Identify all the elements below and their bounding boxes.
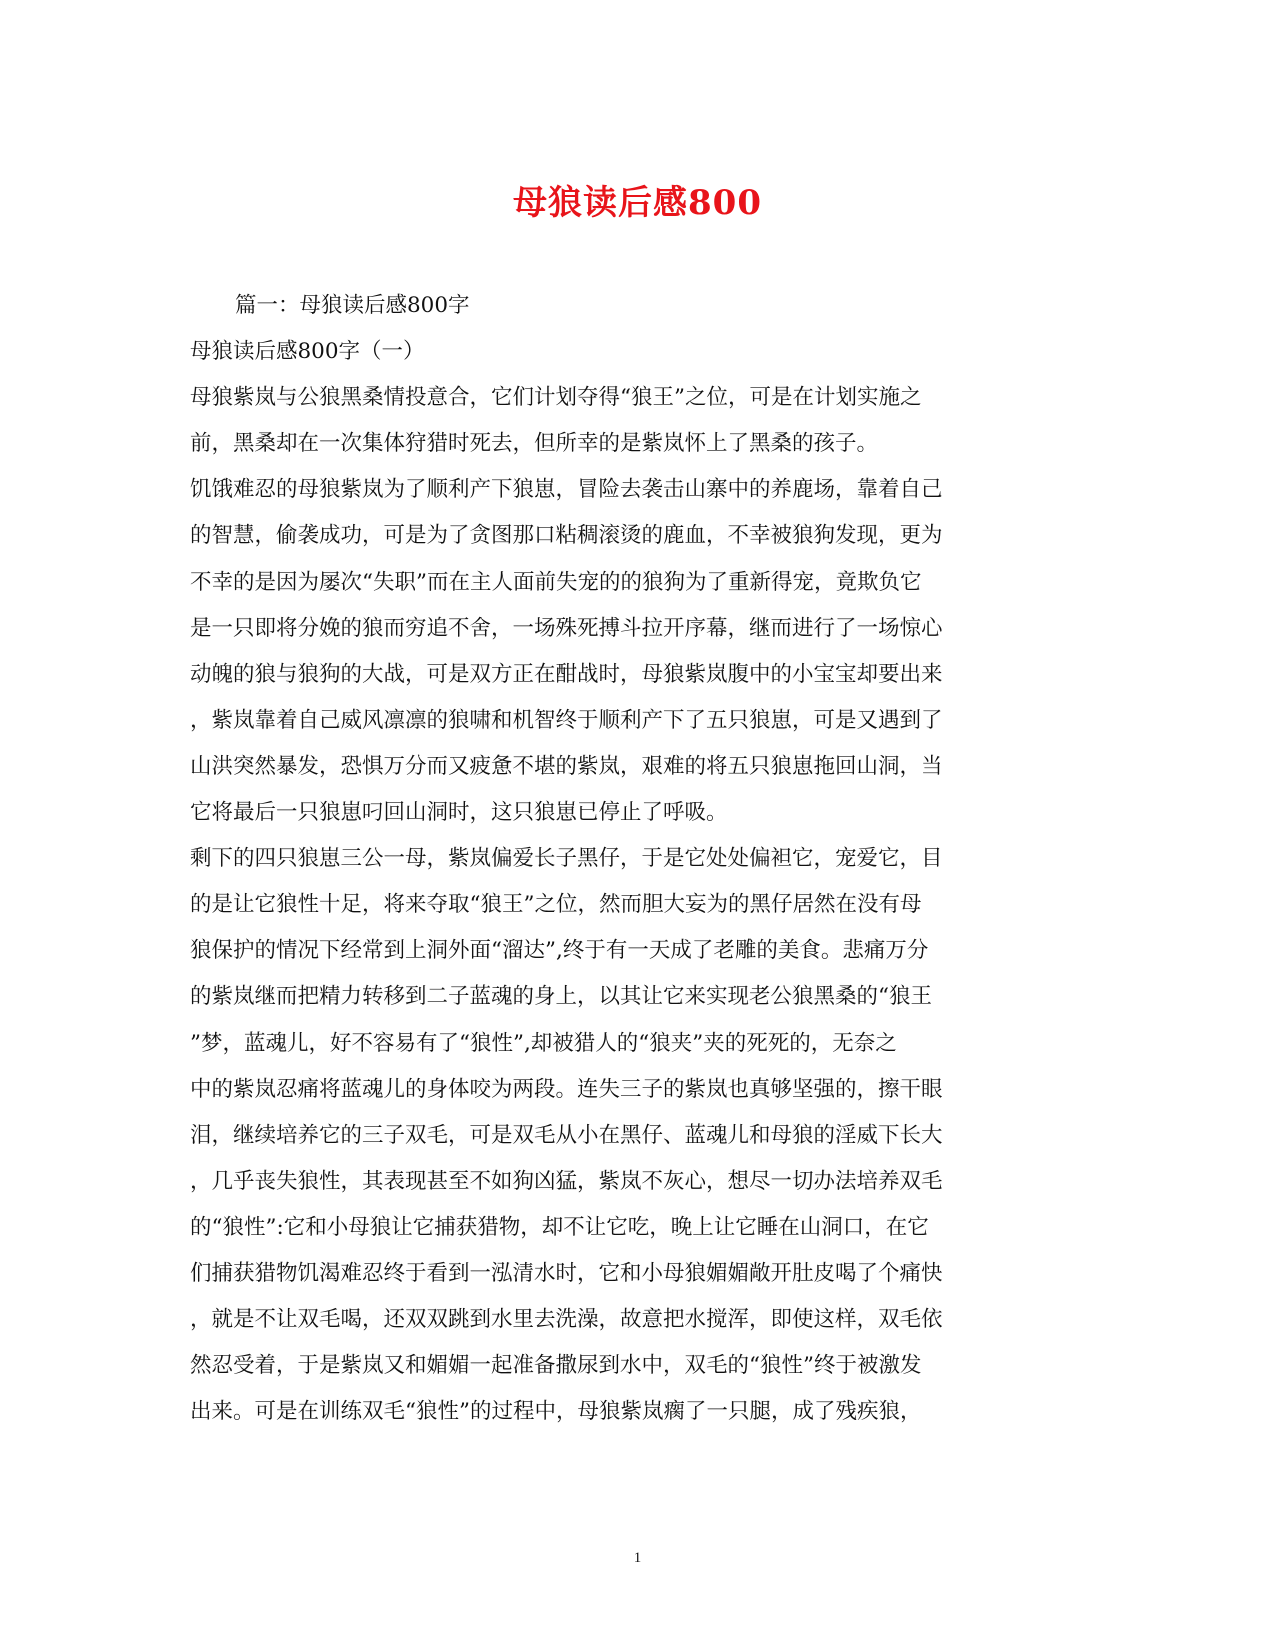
text-line: 它将最后一只狼崽叼回山洞时，这只狼崽已停止了呼吸。 — [190, 800, 728, 826]
document-body — [190, 283, 1070, 1435]
text-line: 剩下的四只狼崽三公一母，紫岚偏爱长子黑仔，于是它处处偏袒它，宠爱它，目 — [190, 846, 943, 872]
document-title: 母狼读后感800 — [513, 183, 762, 223]
text-line: 山洪突然暴发，恐惧万分而又疲惫不堪的紫岚，艰难的将五只狼崽拖回山洞，当 — [190, 753, 943, 779]
text-line: 不幸的是因为屡次“失职”而在主人面前失宠的的狼狗为了重新得宠，竟欺负它 — [190, 569, 922, 595]
text-line: 然忍受着，于是紫岚又和媚媚一起准备撒尿到水中，双毛的“狼性”终于被激发 — [190, 1353, 922, 1379]
text-line: 饥饿难忍的母狼紫岚为了顺利产下狼崽，冒险去袭击山寨中的养鹿场，靠着自己 — [190, 477, 943, 503]
text-line: 动魄的狼与狼狗的大战，可是双方正在酣战时，母狼紫岚腹中的小宝宝却要出来 — [190, 661, 943, 687]
text-line: ，紫岚靠着自己威风凛凛的狼啸和机智终于顺利产下了五只狼崽，可是又遇到了 — [190, 707, 943, 733]
page-number: 1 — [633, 1550, 642, 1566]
text-line: 的紫岚继而把精力转移到二子蓝魂的身上，以其让它来实现老公狼黑桑的“狼王 — [190, 984, 932, 1010]
text-line: 中的紫岚忍痛将蓝魂儿的身体咬为两段。连失三子的紫岚也真够坚强的，擦干眼 — [190, 1076, 943, 1102]
text-line: 们捕获猎物饥渴难忍终于看到一泓清水时，它和小母狼媚媚敞开肚皮喝了个痛快 — [190, 1260, 943, 1286]
text-line: ，几乎丧失狼性，其表现甚至不如狗凶猛，紫岚不灰心，想尽一切办法培养双毛 — [190, 1168, 943, 1194]
text-line: ”梦，蓝魂儿，好不容易有了“狼性”,却被猎人的“狼夹”夹的死死的，无奈之 — [190, 1030, 897, 1056]
text-line: 前，黑桑却在一次集体狩猎时死去，但所幸的是紫岚怀上了黑桑的孩子。 — [190, 431, 879, 457]
text-line: 狼保护的情况下经常到上洞外面“溜达”,终于有一天成了老雕的美食。悲痛万分 — [190, 938, 929, 964]
text-line: 的“狼性”:它和小母狼让它捕获猎物，却不让它吃，晚上让它睡在山洞口，在它 — [190, 1214, 929, 1240]
text-line: 出来。可是在训练双毛“狼性”的过程中，母狼紫岚瘸了一只腿，成了残疾狼， — [190, 1399, 922, 1425]
text-line: ，就是不让双毛喝，还双双跳到水里去洗澡，故意把水搅浑，即使这样，双毛依 — [190, 1307, 943, 1333]
text-line: 泪，继续培养它的三子双毛，可是双毛从小在黑仔、蓝魂儿和母狼的淫威下长大 — [190, 1122, 943, 1148]
text-line: 的是让它狼性十足，将来夺取“狼王”之位，然而胆大妄为的黑仔居然在没有母 — [190, 892, 922, 918]
text-line: 是一只即将分娩的狼而穷追不舍，一场殊死搏斗拉开序幕，继而进行了一场惊心 — [190, 615, 943, 641]
section-heading: 篇一：母狼读后感800字 — [235, 293, 470, 318]
subheading: 母狼读后感800字（一） — [190, 339, 425, 365]
text-line: 母狼紫岚与公狼黑桑情投意合，它们计划夺得“狼王”之位，可是在计划实施之 — [190, 385, 922, 411]
text-line: 的智慧，偷袭成功，可是为了贪图那口粘稠滚烫的鹿血，不幸被狼狗发现，更为 — [190, 523, 943, 549]
